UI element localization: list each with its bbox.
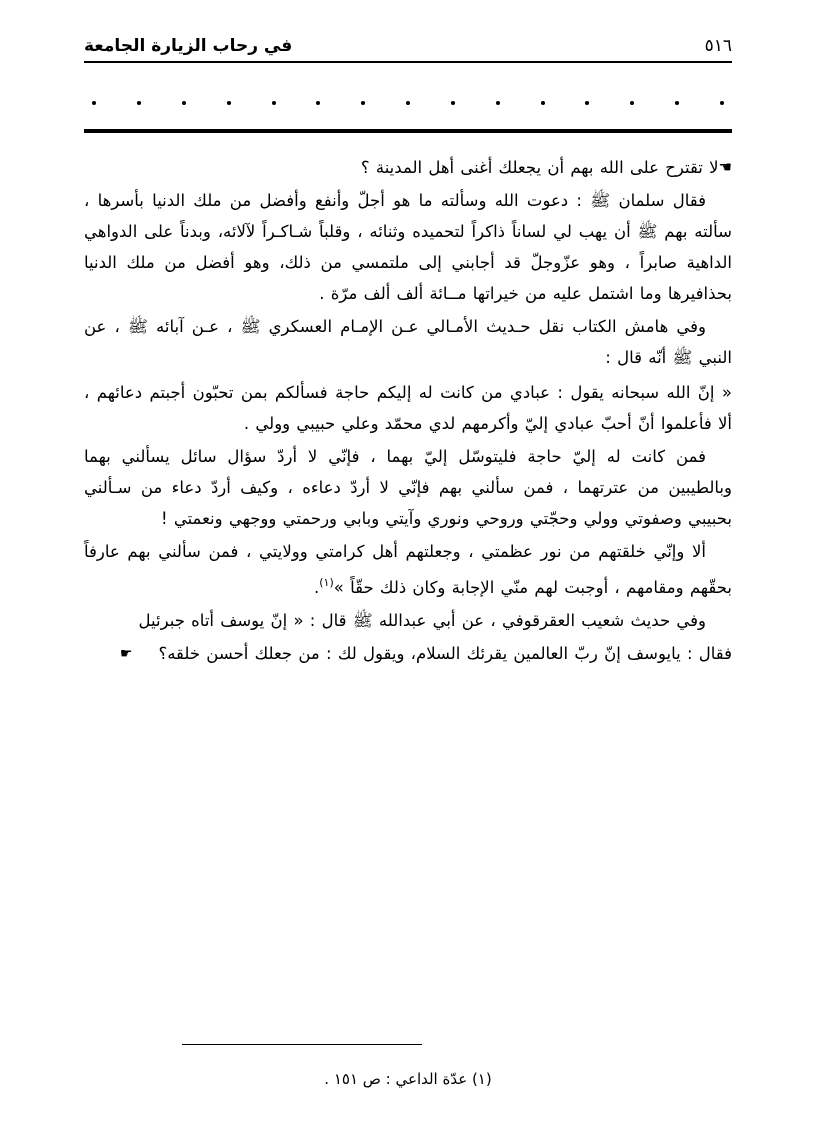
paragraph-6 (84, 536, 732, 603)
section-divider (84, 129, 732, 133)
paragraph-4: « إنّ الله سبحانه يقول : عبادي من كانت له إليكم حاجة فسألكم بمن تحبّون أجبتم دعائهم ، ألا فأعلموا أنّ أحبّ عبادي إليّ وأكرمهم لدي محمّد وعلي حبيبي وولي . (84, 383, 732, 433)
footnote-divider (182, 1044, 422, 1045)
pointer-marker: ☚ (718, 158, 732, 176)
paragraph-1 (84, 152, 732, 183)
page-header (84, 24, 732, 66)
ornament-dot (92, 101, 96, 105)
ornament-dot (496, 101, 500, 105)
ornament-dot (720, 101, 724, 105)
paragraph-8 (84, 638, 732, 670)
footnote-reference[interactable]: (١) (319, 576, 334, 589)
ornament-dot (541, 101, 545, 105)
paragraph-2: فقال سلمان ﷺ : دعوت الله وسألته ما هو أجلّ وأنفع وأفضل من ملك الدنيا بأسرها ، سألته بهم ﷺ أن يهب لي لساناً ذاكراً لتحميده وثنائه ، وقلباً شـاكـراً لآلائه، وبدناً على الدواهي الداهية صابراً ، وهو عزّوجلّ قد أجابني إلى ملتمسي من ذلك، وهو أفضل من ملك الدنيا بحذافيرها وما اشتمل عليه من خيراتها مــائة ألف ألف مرّة . (84, 191, 732, 303)
ornament-dot (675, 101, 679, 105)
page-body (84, 152, 732, 672)
ornament-dot (585, 101, 589, 105)
ornament-dot (406, 101, 410, 105)
ornament-dot (630, 101, 634, 105)
paragraph-6-tail: . (313, 578, 320, 597)
header-divider (84, 61, 732, 63)
paragraph-6-text: ألا وإنّي خلقتهم من نور عظمتي ، وجعلتهم أهل كرامتي وولايتي ، فمن سألني بهم عارفاً بحقّهم ومقامهم ، أوجبت لهم منّي الإجابة وكان ذلك حقّاً » (84, 542, 732, 597)
page-number: ٥١٦ (704, 36, 732, 56)
footnote-text: (١) عدّة الداعي : ص ١٥١ . (324, 1070, 492, 1088)
ornament-dot (137, 101, 141, 105)
paragraph-3: وفي هامش الكتاب نقل حـديث الأمـالي عـن الإمـام العسكري ﷺ ، عـن آبائه ﷺ ، عن النبي ﷺ أنّه قال : (84, 317, 732, 367)
dot-ornament (86, 101, 730, 105)
ornament-dot (227, 101, 231, 105)
ornament-dot (316, 101, 320, 105)
paragraph-5: فمن كانت له إليّ حاجة فليتوسّل إليّ بهما ، فإنّي لا أردّ سؤال سائل يسألني بهما وبالطيبين من عترتهما ، فمن سألني بهم فإنّي لا أردّ دعاءه ، وكيف أردّ دعاء من سـألني بحبيبي وصفوتي وولي وحجّتي وروحي ونوري وآيتي وبابي ورحمتي ووجهي ونعمتي ! (84, 447, 732, 528)
header-row (84, 24, 732, 56)
ornament-dot (272, 101, 276, 105)
pointer-marker-end: ☛ (119, 646, 133, 662)
ornament-dot (361, 101, 365, 105)
ornament-dot (182, 101, 186, 105)
ornament-dot (451, 101, 455, 105)
paragraph-7: وفي حديث شعيب العقرقوفي ، عن أبي عبدالله ﷺ قال : « إنّ يوسف أتاه جبرئيل (138, 611, 706, 630)
book-title: في رحاب الزيارة الجامعة (84, 36, 293, 56)
paragraph-8-text: فقال : يايوسف إنّ ربّ العالمين يقرئك السلام، ويقول لك : من جعلك أحسن خلقه؟ (158, 644, 732, 663)
paragraph-1-text: لا تقترح على الله بهم أن يجعلك أغنى أهل المدينة ؟ (360, 158, 719, 177)
